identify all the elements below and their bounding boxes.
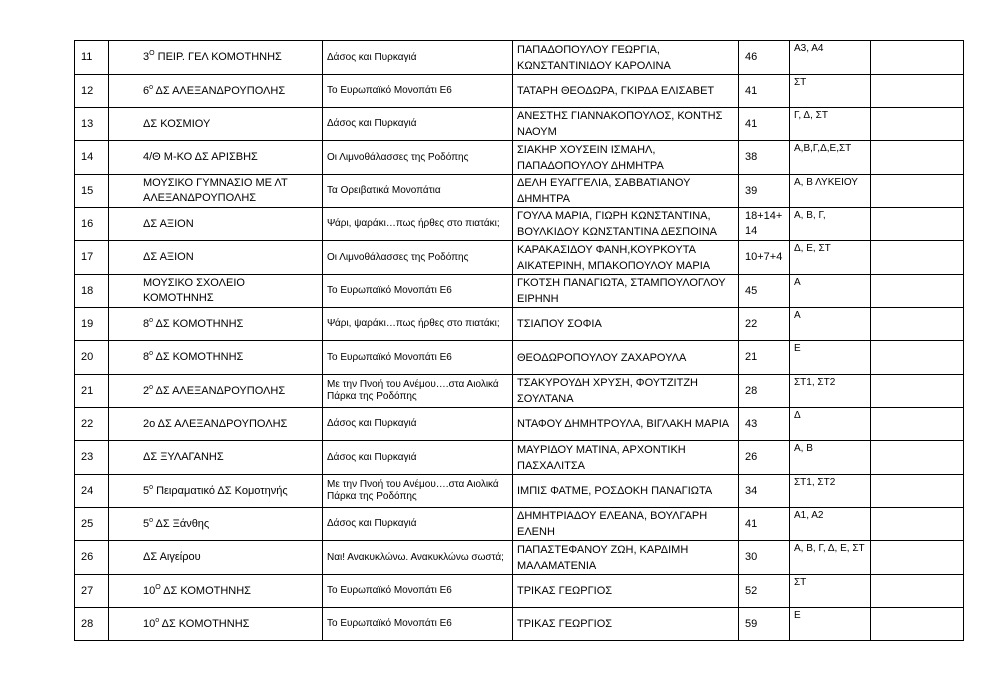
teachers-names: ΓΚΟΤΣΗ ΠΑΝΑΓΙΩΤΑ, ΣΤΑΜΠΟΥΛΟΓΛΟΥ ΕΙΡΗΝΗ (517, 277, 726, 305)
teachers-cell (513, 208, 739, 241)
table-row (75, 141, 964, 175)
students-count: 10+7+4 (745, 251, 783, 263)
school-name-rest: ΔΣ ΚΟΜΟΤΗΝΗΣ (159, 617, 250, 630)
table-row (75, 375, 964, 408)
program-theme: Το Ευρωπαϊκό Μονοπάτι Ε6 (327, 585, 452, 596)
teachers-cell (513, 575, 739, 608)
program-theme-cell (323, 308, 513, 341)
table-row (75, 275, 964, 308)
teachers-cell (513, 75, 739, 108)
students-count-cell (739, 275, 790, 308)
school-name: 2ο ΔΣ ΑΛΕΞΑΝΔΡΟΥΠΟΛΗΣ (143, 417, 288, 430)
program-theme: Δάσος και Πυρκαγιά (327, 418, 417, 429)
empty-cell (871, 408, 964, 441)
class-names: Δ (794, 410, 801, 421)
teachers-names: ΔΗΜΗΤΡΙΑΔΟΥ ΕΛΕΑΝΑ, ΒΟΥΛΓΑΡΗ ΕΛΕΝΗ (517, 510, 708, 538)
class-names: Α, Β ΛΥΚΕΙΟΥ (794, 177, 858, 188)
school-ordinal-suffix: ο (149, 83, 154, 91)
classes-cell (790, 608, 871, 641)
table-row (75, 41, 964, 75)
students-count-cell (739, 241, 790, 275)
table-row (75, 75, 964, 108)
empty-cell (871, 108, 964, 141)
program-theme-cell (323, 241, 513, 275)
row-number-cell (75, 508, 109, 541)
class-names: Ε (794, 610, 801, 621)
students-count-cell (739, 441, 790, 475)
program-theme: Δάσος και Πυρκαγιά (327, 51, 417, 63)
students-count-cell (739, 108, 790, 141)
school-name: 10 (143, 617, 156, 630)
school-name: 10 (143, 584, 156, 597)
students-count: 41 (745, 517, 758, 530)
teachers-cell (513, 408, 739, 441)
table-row (75, 541, 964, 575)
students-count-cell (739, 408, 790, 441)
class-names: Α, Β (794, 443, 813, 454)
table-row (75, 508, 964, 541)
row-number: 15 (81, 184, 94, 197)
row-number-cell (75, 575, 109, 608)
school-cell (109, 108, 323, 141)
program-theme-cell (323, 508, 513, 541)
row-number-cell (75, 408, 109, 441)
teachers-cell (513, 441, 739, 475)
students-count-cell (739, 475, 790, 508)
program-theme-cell (323, 408, 513, 441)
classes-cell (790, 441, 871, 475)
teachers-names: ΑΝΕΣΤΗΣ ΓΙΑΝΝΑΚΟΠΟΥΛΟΣ, ΚΟΝΤΗΣ ΝΑΟΥΜ (517, 110, 723, 138)
class-names: Α (794, 310, 801, 321)
classes-cell (790, 508, 871, 541)
classes-cell (790, 375, 871, 408)
program-theme-cell (323, 108, 513, 141)
row-number-cell (75, 208, 109, 241)
table-row (75, 608, 964, 641)
empty-cell (871, 508, 964, 541)
row-number: 19 (81, 317, 94, 330)
row-number-cell (75, 308, 109, 341)
students-count: 18+14+ 14 (745, 210, 783, 237)
students-count-cell (739, 75, 790, 108)
class-names: Δ, Ε, ΣΤ (794, 243, 831, 254)
school-name: 5 (143, 484, 150, 497)
row-number-cell (75, 141, 109, 175)
school-ordinal-suffix: ο (149, 516, 154, 524)
table-body (75, 41, 964, 641)
students-count: 38 (745, 151, 758, 163)
empty-cell (871, 375, 964, 408)
classes-cell (790, 575, 871, 608)
program-theme: Ναι! Ανακυκλώνω. Ανακυκλώνω σωστά; (327, 551, 504, 563)
program-theme-cell (323, 541, 513, 575)
row-number-cell (75, 341, 109, 375)
program-theme: Δάσος και Πυρκαγιά (327, 118, 417, 129)
program-theme-cell (323, 341, 513, 375)
school-cell (109, 608, 323, 641)
class-names: ΣΤ1, ΣΤ2 (794, 477, 836, 488)
school-name-rest: ΔΣ Ξάνθης (153, 517, 210, 530)
teachers-cell (513, 141, 739, 175)
school-name: ΔΣ ΑΞΙΟΝ (143, 251, 194, 263)
table-row (75, 475, 964, 508)
empty-cell (871, 608, 964, 641)
school-name: ΜΟΥΣΙΚΟ ΓΥΜΝΑΣΙΟ ΜΕ ΛΤ ΑΛΕΞΑΝΔΡΟΥΠΟΛΗΣ (143, 177, 288, 204)
class-names: Α, Β, Γ, (794, 210, 826, 221)
class-names: Α, Β, Γ, Δ, Ε, ΣΤ (794, 543, 865, 554)
program-theme-cell (323, 375, 513, 408)
row-number: 27 (81, 584, 94, 597)
row-number-cell (75, 75, 109, 108)
school-ordinal-suffix: ο (155, 616, 160, 624)
program-theme: Ψάρι, ψαράκι…πως ήρθες στο πιατάκι; (327, 218, 500, 229)
teachers-names: ΙΜΠΙΣ ΦΑΤΜΕ, ΡΟΣΔΟΚΗ ΠΑΝΑΓΙΩΤΑ (517, 485, 713, 497)
table-row (75, 408, 964, 441)
program-theme-cell (323, 475, 513, 508)
program-theme-cell (323, 441, 513, 475)
teachers-names: ΓΟΥΛΑ ΜΑΡΙΑ, ΓΙΩΡΗ ΚΩΝΣΤΑΝΤΙΝΑ, ΒΟΥΛΚΙΔΟΥ ΚΩΝΣΤΑΝΤΙΝΑ ΔΕΣΠΟΙΝΑ (517, 210, 718, 238)
school-ordinal-suffix: ο (149, 316, 154, 324)
classes-cell (790, 175, 871, 208)
students-count-cell (739, 508, 790, 541)
school-cell (109, 341, 323, 375)
row-number: 17 (81, 251, 94, 263)
class-names: Ε (794, 343, 801, 354)
empty-cell (871, 175, 964, 208)
students-count: 39 (745, 184, 758, 197)
teachers-names: ΜΑΥΡΙΔΟΥ ΜΑΤΙΝΑ, ΑΡΧΟΝΤΙΚΗ ΠΑΣΧΑΛΙΤΣΑ (517, 443, 686, 472)
program-theme: Με την Πνοή του Ανέμου….στα Αιολικά Πάρκα της Ροδόπης (327, 479, 499, 502)
classes-cell (790, 141, 871, 175)
row-number-cell (75, 608, 109, 641)
school-ordinal-suffix: ο (149, 350, 154, 357)
class-names: Α,Β,Γ,Δ,Ε,ΣΤ (794, 143, 852, 154)
row-number: 18 (81, 284, 94, 297)
class-names: Α3, Α4 (794, 43, 824, 54)
schools-table (74, 40, 964, 641)
students-count: 28 (745, 384, 758, 397)
students-count: 45 (745, 284, 758, 297)
teachers-cell (513, 508, 739, 541)
program-theme-cell (323, 175, 513, 208)
classes-cell (790, 41, 871, 75)
row-number-cell (75, 475, 109, 508)
school-name-rest: ΔΣ ΚΟΜΟΤΗΝΗΣ (153, 351, 244, 363)
row-number: 26 (81, 551, 94, 563)
students-count: 30 (745, 551, 758, 563)
row-number: 16 (81, 217, 94, 230)
students-count: 41 (745, 84, 758, 97)
program-theme: Τα Ορειβατικά Μονοπάτια (327, 185, 441, 196)
school-name-rest: ΔΣ ΚΟΜΟΤΗΝΗΣ (153, 317, 244, 330)
row-number: 28 (81, 617, 94, 630)
school-cell (109, 308, 323, 341)
school-name-rest: Πειραματικό ΔΣ Κομοτηνής (153, 484, 288, 497)
empty-cell (871, 308, 964, 341)
students-count-cell (739, 608, 790, 641)
students-count: 22 (745, 317, 758, 330)
row-number: 14 (81, 151, 94, 163)
teachers-cell (513, 175, 739, 208)
empty-cell (871, 241, 964, 275)
table-row (75, 341, 964, 375)
empty-cell (871, 541, 964, 575)
school-cell (109, 475, 323, 508)
row-number-cell (75, 275, 109, 308)
school-ordinal-suffix: Ο (155, 583, 161, 591)
program-theme: Ψάρι, ψαράκι…πως ήρθες στο πιατάκι; (327, 318, 500, 329)
teachers-names: ΤΑΤΑΡΗ ΘΕΟΔΩΡΑ, ΓΚΙΡΔΑ ΕΛΙΣΑΒΕΤ (517, 85, 715, 97)
students-count-cell (739, 175, 790, 208)
teachers-cell (513, 275, 739, 308)
empty-cell (871, 441, 964, 475)
school-name: ΔΣ ΑΞΙΟΝ (143, 217, 194, 230)
students-count: 34 (745, 484, 758, 497)
program-theme-cell (323, 41, 513, 75)
teachers-names: ΚΑΡΑΚΑΣΙΔΟΥ ΦΑΝΗ,ΚΟΥΡΚΟΥΤΑ ΑΙΚΑΤΕΡΙΝΗ, ΜΠΑΚΟΠΟΥΛΟΥ ΜΑΡΙΑ (517, 243, 711, 272)
classes-cell (790, 75, 871, 108)
row-number: 21 (81, 384, 94, 397)
class-names: ΣΤ1, ΣΤ2 (794, 377, 836, 388)
table-row (75, 441, 964, 475)
school-ordinal-suffix: Ο (149, 50, 155, 57)
teachers-names: ΠΑΠΑΔΟΠΟΥΛΟΥ ΓΕΩΡΓΙΑ, ΚΩΝΣΤΑΝΤΙΝΙΔΟΥ ΚΑΡΟΛΙΝΑ (517, 43, 671, 72)
teachers-names: ΔΕΛΗ ΕΥΑΓΓΕΛΙΑ, ΣΑΒΒΑΤΙΑΝΟΥ ΔΗΜΗΤΡΑ (517, 177, 691, 205)
students-count-cell (739, 541, 790, 575)
table-row (75, 108, 964, 141)
school-cell (109, 41, 323, 75)
row-number: 22 (81, 417, 94, 430)
school-cell (109, 241, 323, 275)
school-name: 6 (143, 84, 150, 97)
empty-cell (871, 208, 964, 241)
empty-cell (871, 141, 964, 175)
students-count-cell (739, 41, 790, 75)
program-theme: Το Ευρωπαϊκό Μονοπάτι Ε6 (327, 85, 452, 96)
empty-cell (871, 75, 964, 108)
school-name: 5 (143, 517, 150, 530)
row-number-cell (75, 175, 109, 208)
program-theme-cell (323, 575, 513, 608)
students-count: 41 (745, 117, 758, 130)
school-cell (109, 508, 323, 541)
classes-cell (790, 308, 871, 341)
program-theme: Δάσος και Πυρκαγιά (327, 518, 417, 529)
row-number-cell (75, 241, 109, 275)
teachers-names: ΤΡΙΚΑΣ ΓΕΩΡΓΙΟΣ (517, 585, 613, 597)
teachers-names: ΣΙΑΚΗΡ ΧΟΥΣΕΙΝ ΙΣΜΑΗΛ, ΠΑΠΑΔΟΠΟΥΛΟΥ ΔΗΜΗΤΡΑ (517, 143, 664, 172)
teachers-names: ΘΕΟΔΩΡΟΠΟΥΛΟΥ ΖΑΧΑΡΟΥΛΑ (517, 351, 687, 364)
school-ordinal-suffix: ο (149, 483, 154, 491)
empty-cell (871, 341, 964, 375)
school-cell (109, 275, 323, 308)
program-theme: Το Ευρωπαϊκό Μονοπάτι Ε6 (327, 285, 452, 296)
class-names: ΣΤ (794, 577, 807, 588)
teachers-cell (513, 341, 739, 375)
school-name: 8 (143, 317, 150, 330)
row-number: 24 (81, 484, 94, 497)
school-cell (109, 208, 323, 241)
program-theme-cell (323, 275, 513, 308)
teachers-cell (513, 308, 739, 341)
row-number: 25 (81, 517, 94, 530)
teachers-names: ΤΣΙΑΠΟΥ ΣΟΦΙΑ (517, 318, 602, 330)
row-number-cell (75, 375, 109, 408)
students-count-cell (739, 341, 790, 375)
teachers-names: ΤΡΙΚΑΣ ΓΕΩΡΓΙΟΣ (517, 618, 613, 630)
school-name: 8 (143, 351, 150, 363)
program-theme: Το Ευρωπαϊκό Μονοπάτι Ε6 (327, 618, 452, 629)
teachers-cell (513, 41, 739, 75)
program-theme: Οι Λιμνοθάλασσες της Ροδόπης (327, 151, 469, 163)
school-cell (109, 175, 323, 208)
school-name: 2 (143, 384, 150, 397)
teachers-names: ΝΤΑΦΟΥ ΔΗΜΗΤΡΟΥΛΑ, ΒΙΓΛΑΚΗ ΜΑΡΙΑ (517, 418, 730, 430)
school-name: 4/Θ Μ-ΚΟ ΔΣ ΑΡΙΣΒΗΣ (143, 151, 258, 163)
school-name: 3 (143, 51, 150, 63)
program-theme: Με την Πνοή του Ανέμου….στα Αιολικά Πάρκα της Ροδόπης (327, 379, 499, 402)
students-count-cell (739, 575, 790, 608)
teachers-names: ΠΑΠΑΣΤΕΦΑΝΟΥ ΖΩΗ, ΚΑΡΔΙΜΗ ΜΑΛΑΜΑΤΕΝΙΑ (517, 543, 689, 572)
classes-cell (790, 341, 871, 375)
table-row (75, 208, 964, 241)
school-name-rest: ΔΣ ΑΛΕΞΑΝΔΡΟΥΠΟΛΗΣ (153, 384, 286, 397)
classes-cell (790, 275, 871, 308)
row-number: 13 (81, 117, 94, 130)
school-cell (109, 441, 323, 475)
table-row (75, 175, 964, 208)
program-theme: Το Ευρωπαϊκό Μονοπάτι Ε6 (327, 351, 452, 363)
class-names: Α1, Α2 (794, 510, 824, 521)
classes-cell (790, 475, 871, 508)
empty-cell (871, 41, 964, 75)
students-count: 46 (745, 51, 758, 63)
table-row (75, 241, 964, 275)
classes-cell (790, 408, 871, 441)
students-count-cell (739, 141, 790, 175)
school-cell (109, 141, 323, 175)
program-theme-cell (323, 608, 513, 641)
school-name-rest: ΔΣ ΚΟΜΟΤΗΝΗΣ (160, 584, 251, 597)
empty-cell (871, 275, 964, 308)
classes-cell (790, 541, 871, 575)
row-number-cell (75, 41, 109, 75)
row-number: 11 (81, 51, 93, 63)
class-names: Γ, Δ, ΣΤ (794, 110, 828, 121)
classes-cell (790, 108, 871, 141)
school-name: ΔΣ ΚΟΣΜΙΟΥ (143, 117, 211, 130)
students-count: 59 (745, 617, 758, 630)
students-count-cell (739, 375, 790, 408)
class-names: ΣΤ (794, 77, 807, 88)
school-cell (109, 75, 323, 108)
school-cell (109, 575, 323, 608)
table-row (75, 575, 964, 608)
students-count-cell (739, 208, 790, 241)
row-number: 20 (81, 351, 94, 363)
class-names: Α (794, 277, 801, 288)
teachers-cell (513, 475, 739, 508)
row-number: 12 (81, 84, 94, 97)
teachers-cell (513, 608, 739, 641)
students-count: 26 (745, 451, 758, 463)
program-theme-cell (323, 141, 513, 175)
students-count: 43 (745, 417, 758, 430)
program-theme: Δάσος και Πυρκαγιά (327, 451, 417, 463)
teachers-cell (513, 541, 739, 575)
school-cell (109, 541, 323, 575)
teachers-cell (513, 241, 739, 275)
school-name-rest: ΔΣ ΑΛΕΞΑΝΔΡΟΥΠΟΛΗΣ (153, 84, 286, 97)
school-name: ΔΣ Αιγείρου (143, 551, 201, 563)
classes-cell (790, 241, 871, 275)
program-theme-cell (323, 75, 513, 108)
school-name: ΜΟΥΣΙΚΟ ΣΧΟΛΕΙΟ ΚΟΜΟΤΗΝΗΣ (143, 277, 245, 304)
classes-cell (790, 208, 871, 241)
school-name: ΔΣ ΞΥΛΑΓΑΝΗΣ (143, 451, 224, 463)
school-cell (109, 375, 323, 408)
empty-cell (871, 475, 964, 508)
table-row (75, 308, 964, 341)
empty-cell (871, 575, 964, 608)
school-name-rest: ΠΕΙΡ. ΓΕΛ ΚΟΜΟΤΗΝΗΣ (154, 51, 282, 63)
students-count-cell (739, 308, 790, 341)
students-count: 52 (745, 584, 758, 597)
teachers-cell (513, 108, 739, 141)
row-number-cell (75, 108, 109, 141)
school-cell (109, 408, 323, 441)
row-number-cell (75, 541, 109, 575)
teachers-cell (513, 375, 739, 408)
row-number-cell (75, 441, 109, 475)
program-theme-cell (323, 208, 513, 241)
program-theme: Οι Λιμνοθάλασσες της Ροδόπης (327, 251, 469, 263)
row-number: 23 (81, 451, 94, 463)
students-count: 21 (745, 351, 758, 363)
school-ordinal-suffix: ο (149, 383, 154, 391)
teachers-names: ΤΣΑΚΥΡΟΥΔΗ ΧΡΥΣΗ, ΦΟΥΤΖΙΤΖΗ ΣΟΥΛΤΑΝΑ (517, 377, 698, 405)
